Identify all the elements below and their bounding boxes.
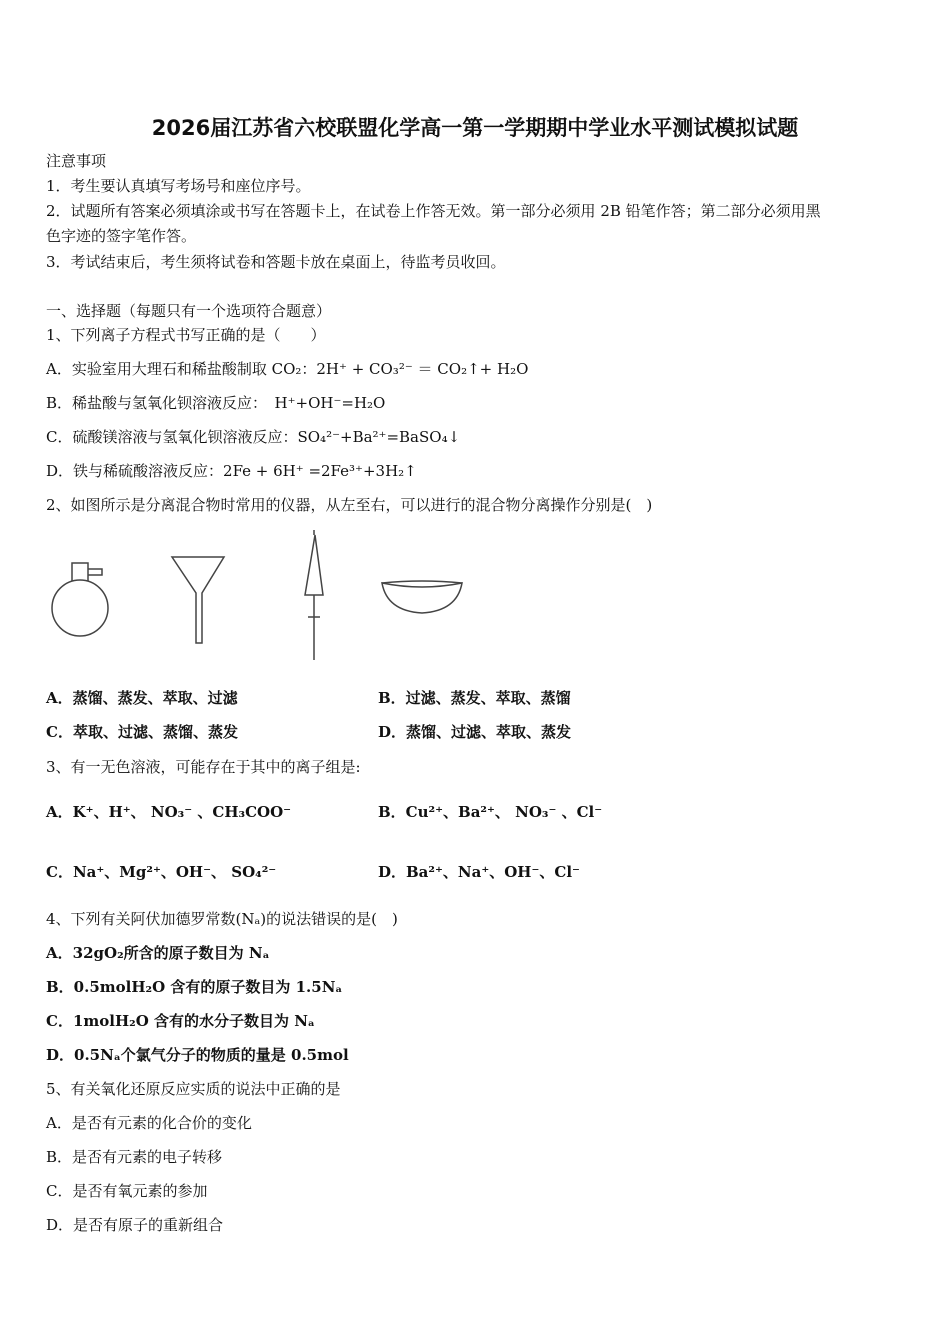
option: B．0.5molH₂O 含有的原子数目为 1.5Nₐ (46, 978, 343, 996)
option: B．是否有元素的电子转移 (46, 1148, 223, 1166)
option: C．Na⁺、Mg²⁺、OH⁻、 SO₄²⁻ (46, 863, 277, 881)
section-heading: 一、选择题（每题只有一个选项符合题意） (46, 302, 332, 320)
option: D．蒸馏、过滤、萃取、蒸发 (378, 723, 572, 741)
notice-item: 3．考试结束后，考生须将试卷和答题卡放在桌面上，待监考员收回。 (46, 253, 506, 271)
round-bottom-flask-icon (52, 563, 108, 636)
option: A．是否有元素的化合价的变化 (46, 1114, 252, 1132)
question-stem: 3、有一无色溶液，可能存在于其中的离子组是: (46, 758, 361, 776)
page-title: 2026届江苏省六校联盟化学高一第一学期期中学业水平测试模拟试题 (151, 116, 799, 140)
option: C．萃取、过滤、蒸馏、蒸发 (46, 723, 238, 741)
option: A．实验室用大理石和稀盐酸制取 CO₂：2H⁺ + CO₃²⁻ ＝ CO₂↑+ H₂O (46, 360, 529, 378)
option: B．稀盐酸与氢氧化钡溶液反应： H⁺+OH⁻=H₂O (46, 394, 386, 412)
option: A．K⁺、H⁺、 NO₃⁻ 、CH₃COO⁻ (46, 803, 292, 821)
question-stem: 1、下列离子方程式书写正确的是（ ） (46, 326, 326, 344)
question-stem: 5、有关氧化还原反应实质的说法中正确的是 (46, 1080, 341, 1098)
option: C．是否有氧元素的参加 (46, 1182, 208, 1200)
option: D．0.5Nₐ个氯气分子的物质的量是 0.5mol (46, 1046, 349, 1064)
notice-item: 1．考生要认真填写考场号和座位序号。 (46, 177, 311, 195)
notice-item: 色字迹的签字笔作答。 (46, 227, 197, 245)
option: C．硫酸镁溶液与氢氧化钡溶液反应：SO₄²⁻+Ba²⁺=BaSO₄↓ (46, 428, 461, 446)
option: C．1molH₂O 含有的水分子数目为 Nₐ (46, 1012, 315, 1030)
option: B．Cu²⁺、Ba²⁺、 NO₃⁻ 、Cl⁻ (378, 803, 603, 821)
option: D．Ba²⁺、Na⁺、OH⁻、Cl⁻ (378, 863, 580, 881)
notice-heading: 注意事项 (46, 152, 107, 170)
option: B．过滤、蒸发、萃取、蒸馏 (378, 689, 571, 707)
lab-apparatus-figure (40, 525, 480, 665)
option: D．是否有原子的重新组合 (46, 1216, 224, 1234)
question-stem: 4、下列有关阿伏加德罗常数(Nₐ)的说法错误的是( ) (46, 910, 398, 928)
funnel-icon (172, 557, 224, 643)
question-stem: 2、如图所示是分离混合物时常用的仪器，从左至右，可以进行的混合物分离操作分别是( ) (46, 496, 653, 514)
option: D．铁与稀硫酸溶液反应：2Fe + 6H⁺ =2Fe³⁺+3H₂↑ (46, 462, 417, 480)
separatory-funnel-icon (305, 530, 323, 660)
option: A．32gO₂所含的原子数目为 Nₐ (46, 944, 270, 962)
evaporating-dish-icon (382, 581, 462, 613)
notice-item: 2．试题所有答案必须填涂或书写在答题卡上，在试卷上作答无效。第一部分必须用 2B 铅笔作答；第二部分必须用黑 (46, 202, 821, 220)
option: A．蒸馏、蒸发、萃取、过滤 (46, 689, 238, 707)
